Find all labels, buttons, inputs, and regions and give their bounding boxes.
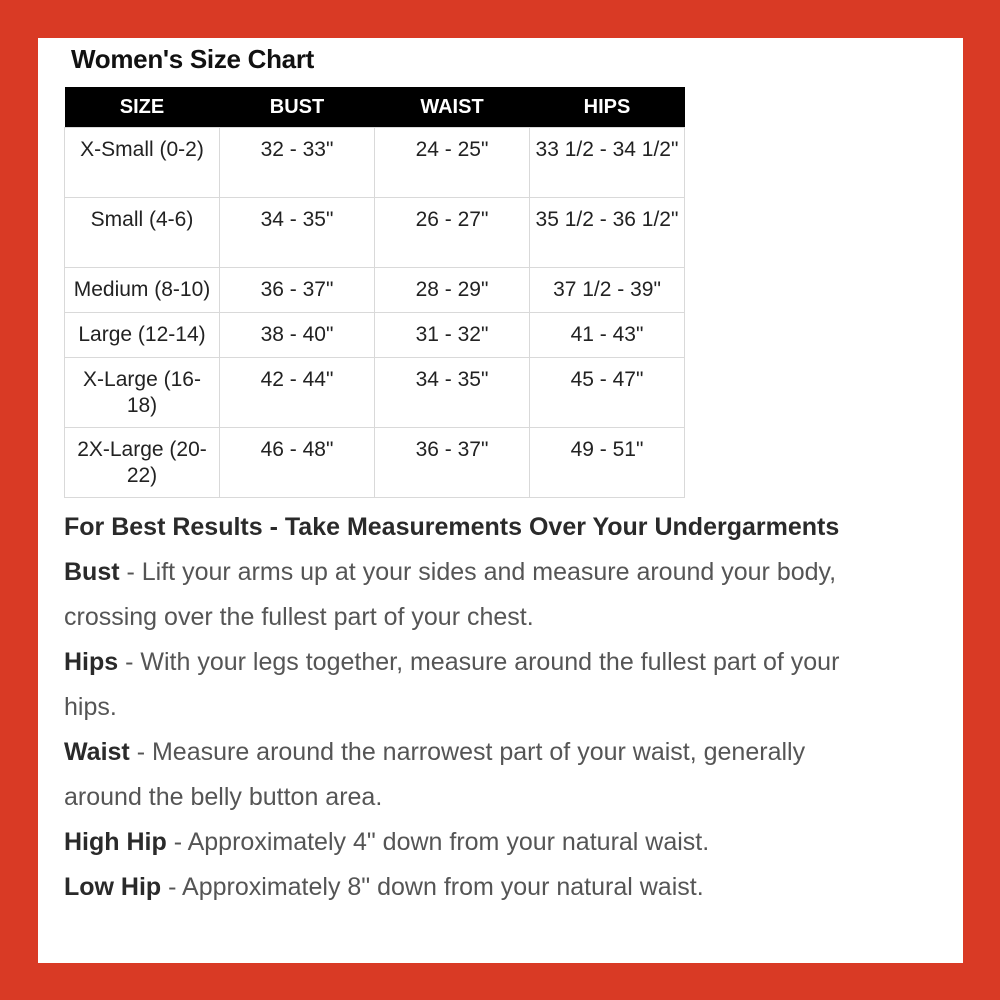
waist-cell: 36 - 37" [375,428,530,498]
table-row [65,428,685,498]
hips-cell: 37 1/2 - 39" [530,268,685,313]
size-cell: X-Large (16-18) [65,358,220,428]
table-row [65,313,685,358]
guide-description: - With your legs together, measure around the fullest part of your hips. [64,648,840,721]
hips-cell: 35 1/2 - 36 1/2" [530,198,685,268]
size-cell: 2X-Large (20-22) [65,428,220,498]
guide-item-high-hip [64,820,854,865]
size-cell: Medium (8-10) [65,268,220,313]
bust-cell: 42 - 44" [220,358,375,428]
table-row [65,358,685,428]
bust-cell: 32 - 33" [220,128,375,198]
size-chart-card [38,38,963,963]
size-cell: Small (4-6) [65,198,220,268]
table-header-row [65,87,685,128]
waist-cell: 24 - 25" [375,128,530,198]
waist-cell: 31 - 32" [375,313,530,358]
hips-cell: 33 1/2 - 34 1/2" [530,128,685,198]
table-row [65,198,685,268]
guide-term: Bust [64,558,120,586]
chart-title: Women's Size Chart [71,44,315,74]
guide-item-hips [64,640,854,730]
guide-item-waist [64,730,854,820]
waist-cell: 34 - 35" [375,358,530,428]
bust-cell: 38 - 40" [220,313,375,358]
guide-heading: For Best Results - Take Measurements Over Your Undergarments [64,513,840,541]
header-hips: HIPS [530,87,685,128]
waist-cell: 26 - 27" [375,198,530,268]
guide-term: High Hip [64,828,167,856]
waist-cell: 28 - 29" [375,268,530,313]
header-bust: BUST [220,87,375,128]
hips-cell: 45 - 47" [530,358,685,428]
guide-term: Hips [64,648,119,676]
hips-cell: 41 - 43" [530,313,685,358]
size-cell: X-Small (0-2) [65,128,220,198]
guide-term: Waist [64,738,130,766]
guide-item-low-hip [64,865,854,910]
bust-cell: 46 - 48" [220,428,375,498]
table-row [65,268,685,313]
header-waist: WAIST [375,87,530,128]
guide-description: - Measure around the narrowest part of your waist, generally around the belly button area. [64,738,806,811]
hips-cell: 49 - 51" [530,428,685,498]
measurement-guide [64,505,854,910]
guide-item-bust [64,550,854,640]
guide-description: - Lift your arms up at your sides and measure around your body, crossing over the fullest part of your chest. [64,558,837,631]
bust-cell: 34 - 35" [220,198,375,268]
guide-description: - Approximately 4" down from your natural waist. [166,828,710,856]
header-size: SIZE [65,87,220,128]
guide-description: - Approximately 8" down from your natural waist. [161,873,704,901]
size-table [64,87,685,498]
bust-cell: 36 - 37" [220,268,375,313]
table-row [65,128,685,198]
guide-term: Low Hip [64,873,162,901]
size-cell: Large (12-14) [65,313,220,358]
